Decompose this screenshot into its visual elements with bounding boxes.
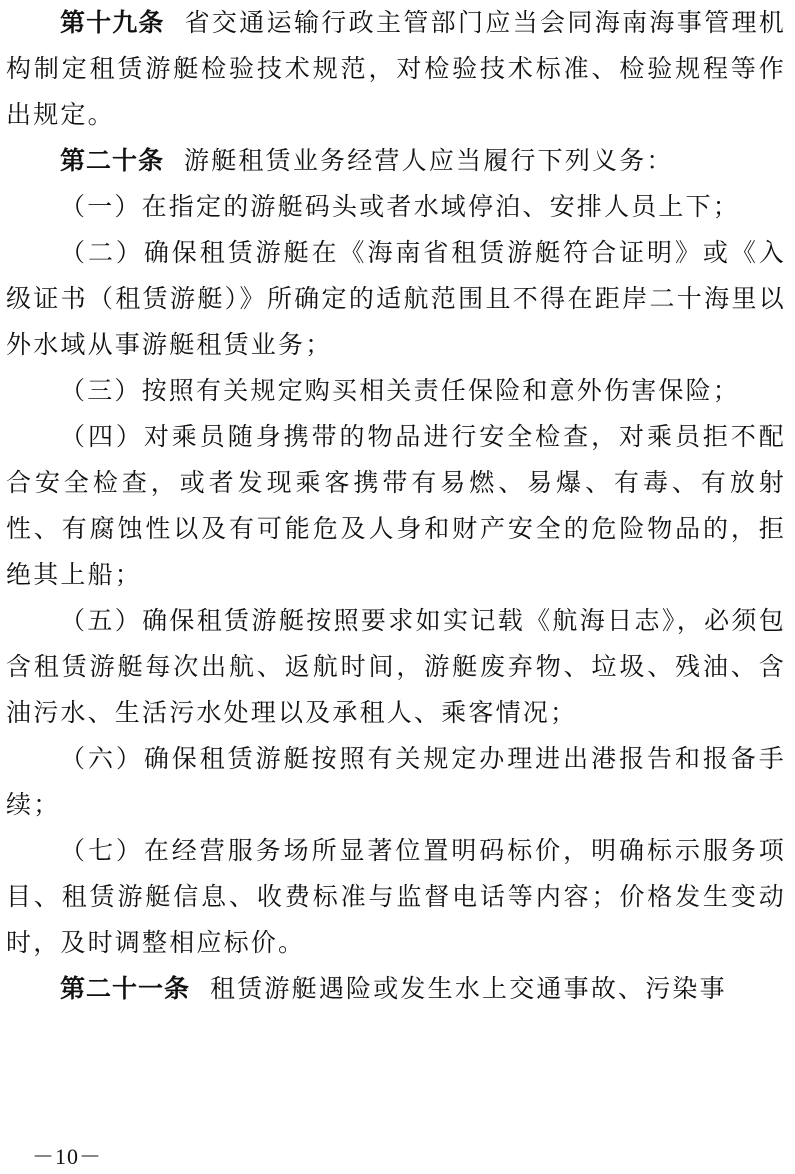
document-body bbox=[6, 0, 786, 1012]
list-item-1: （一）在指定的游艇码头或者水域停泊、安排人员上下； bbox=[60, 192, 741, 221]
page-number: －10－ bbox=[32, 1144, 103, 1169]
list-item-2: （二）确保租赁游艇在《海南省租赁游艇符合证明》或《入级证书（租赁游艇）》所确定的适航范围且不得在距岸二十海里以外水域从事游艇租赁业务； bbox=[6, 238, 786, 359]
article-20-text: 游艇租赁业务经营人应当履行下列义务： bbox=[184, 146, 674, 175]
article-21 bbox=[6, 966, 786, 1012]
article-20 bbox=[6, 138, 786, 184]
article-20-heading: 第二十条 bbox=[60, 146, 165, 175]
article-19-heading: 第十九条 bbox=[60, 8, 165, 37]
list-item-7: （七）在经营服务场所显著位置明码标价，明确标示服务项目、租赁游艇信息、收费标准与监督电话等内容；价格发生变动时，及时调整相应标价。 bbox=[6, 836, 786, 957]
article-21-text: 租赁游艇遇险或发生水上交通事故、污染事 bbox=[210, 974, 727, 1003]
list-item-5: （五）确保租赁游艇按照要求如实记载《航海日志》，必须包含租赁游艇每次出航、返航时间，游艇废弃物、垃圾、残油、含油污水、生活污水处理以及承租人、乘客情况； bbox=[6, 606, 786, 727]
list-item-4: （四）对乘员随身携带的物品进行安全检查，对乘员拒不配合安全检查，或者发现乘客携带有易燃、易爆、有毒、有放射性、有腐蚀性以及有可能危及人身和财产安全的危险物品的，拒绝其上船； bbox=[6, 422, 786, 589]
list-item-6: （六）确保租赁游艇按照有关规定办理进出港报告和报备手续； bbox=[6, 744, 786, 819]
list-item-3: （三）按照有关规定购买相关责任保险和意外伤害保险； bbox=[60, 376, 741, 405]
article-21-heading: 第二十一条 bbox=[60, 974, 191, 1003]
article-19-text: 省交通运输行政主管部门应当会同海南海事管理机构制定租赁游艇检验技术规范，对检验技术标准、检验规程等作出规定。 bbox=[6, 8, 786, 129]
article-19 bbox=[6, 0, 786, 138]
